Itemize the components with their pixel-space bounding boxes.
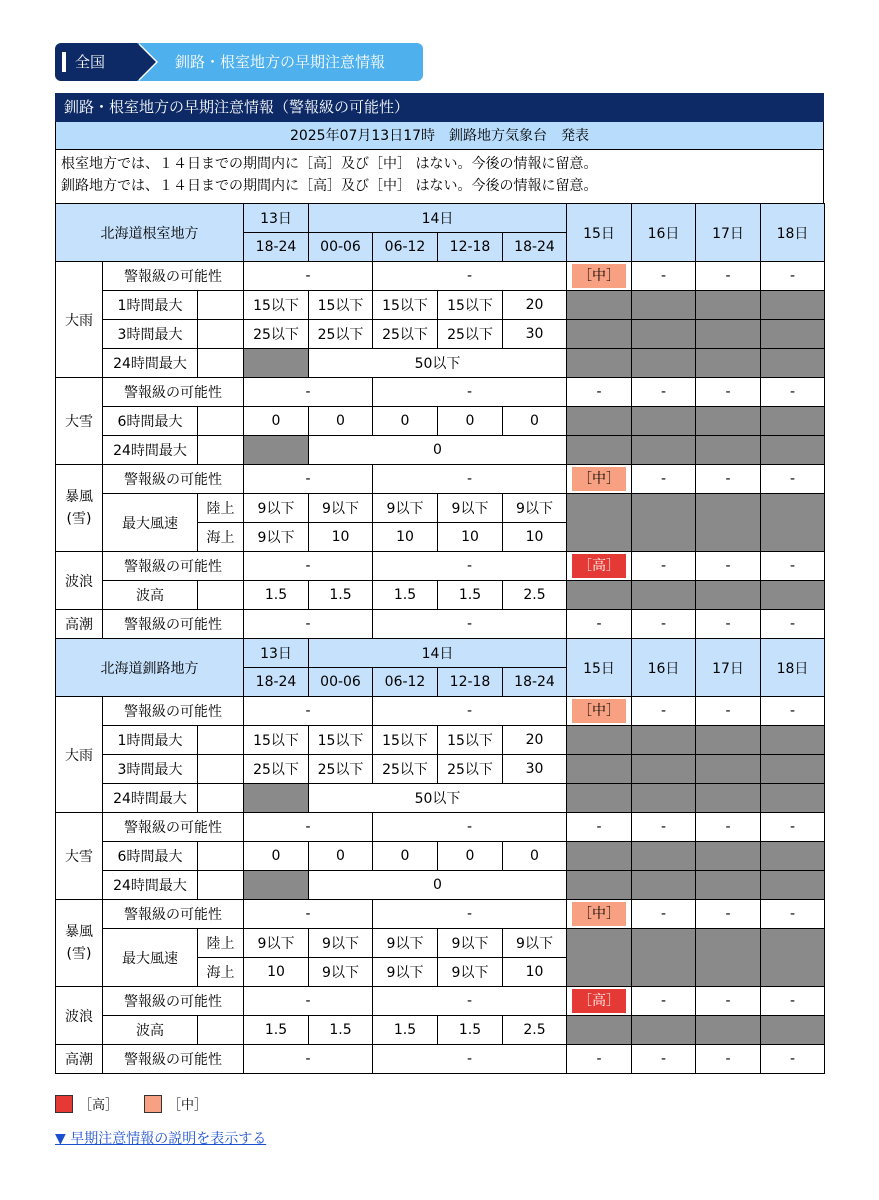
- na-cell: [567, 494, 632, 552]
- na-cell: [567, 929, 632, 987]
- value-cell: 20: [503, 726, 567, 755]
- blank-cell: [198, 349, 244, 378]
- blank-cell: [198, 436, 244, 465]
- value-cell: -: [567, 378, 632, 407]
- day-15: 15日: [567, 204, 632, 262]
- na-cell: [567, 320, 632, 349]
- na-cell: [244, 871, 309, 900]
- row-label: 警報級の可能性: [103, 552, 244, 581]
- row-label: 3時間最大: [103, 320, 198, 349]
- na-cell: [696, 842, 761, 871]
- na-cell: [761, 349, 825, 378]
- value-cell: 15以下: [309, 291, 373, 320]
- value-cell: -: [632, 262, 696, 291]
- row-label: 波高: [103, 1016, 198, 1045]
- value-cell: -: [696, 378, 761, 407]
- value-cell: 9以下: [373, 494, 438, 523]
- row-label: 警報級の可能性: [103, 987, 244, 1016]
- na-cell: [761, 871, 825, 900]
- mid-badge: ［中］: [572, 264, 626, 288]
- day-13: 13日: [244, 204, 309, 233]
- na-cell: [632, 755, 696, 784]
- value-cell: 0: [309, 407, 373, 436]
- value-cell: 25以下: [438, 320, 503, 349]
- day-18: 18日: [761, 639, 825, 697]
- value-cell: -: [244, 378, 373, 407]
- legend-high-label: ［高］: [79, 1098, 119, 1113]
- value-cell: 0: [438, 407, 503, 436]
- region-name: 北海道釧路地方: [56, 639, 244, 697]
- forecast-panel: [55, 93, 824, 1074]
- value-cell: -: [373, 987, 567, 1016]
- time-slot: 18-24: [244, 668, 309, 697]
- na-cell: [567, 871, 632, 900]
- value-cell: -: [696, 610, 761, 639]
- day-15: 15日: [567, 639, 632, 697]
- value-cell: 15以下: [373, 291, 438, 320]
- na-cell: [632, 871, 696, 900]
- na-cell: [761, 1016, 825, 1045]
- na-cell: [761, 407, 825, 436]
- time-slot: 18-24: [503, 668, 567, 697]
- value-cell: -: [244, 900, 373, 929]
- issued-info: 2025年07月13日17時 釧路地方気象台 発表: [55, 122, 824, 150]
- value-cell: 1.5: [438, 1016, 503, 1045]
- value-cell: -: [244, 987, 373, 1016]
- day-14: 14日: [309, 204, 567, 233]
- na-cell: [761, 291, 825, 320]
- legend-high-swatch: [55, 1095, 73, 1113]
- value-cell: 30: [503, 320, 567, 349]
- value-cell: -: [373, 900, 567, 929]
- na-cell: [761, 784, 825, 813]
- forecast-table: [55, 203, 825, 1074]
- value-cell: 15以下: [244, 726, 309, 755]
- value-cell: [567, 987, 632, 1016]
- value-cell: -: [696, 1045, 761, 1074]
- high-badge: ［高］: [572, 989, 626, 1013]
- row-label: 6時間最大: [103, 842, 198, 871]
- row-label: 最大風速: [103, 494, 198, 552]
- na-cell: [632, 581, 696, 610]
- na-cell: [696, 755, 761, 784]
- value-cell: 9以下: [503, 494, 567, 523]
- value-cell: 25以下: [438, 755, 503, 784]
- blank-cell: [198, 755, 244, 784]
- value-cell: -: [244, 1045, 373, 1074]
- na-cell: [632, 494, 696, 552]
- na-cell: [567, 1016, 632, 1045]
- value-cell: 10: [503, 523, 567, 552]
- value-cell: 10: [438, 523, 503, 552]
- na-cell: [632, 291, 696, 320]
- breadcrumb: [55, 43, 423, 81]
- value-cell: 1.5: [309, 581, 373, 610]
- legend-mid-label: ［中］: [168, 1098, 208, 1113]
- na-cell: [696, 494, 761, 552]
- value-cell: -: [761, 697, 825, 726]
- region-name: 北海道根室地方: [56, 204, 244, 262]
- value-cell: -: [373, 813, 567, 842]
- value-cell: -: [696, 813, 761, 842]
- value-cell: [567, 900, 632, 929]
- na-cell: [696, 784, 761, 813]
- value-cell: 9以下: [244, 929, 309, 958]
- row-label: 警報級の可能性: [103, 465, 244, 494]
- breadcrumb-current-label: 釧路・根室地方の早期注意情報: [175, 53, 386, 71]
- row-label: 24時間最大: [103, 436, 198, 465]
- row-label: 24時間最大: [103, 871, 198, 900]
- blank-cell: [198, 581, 244, 610]
- value-cell: -: [761, 378, 825, 407]
- explanation-link[interactable]: ▼ 早期注意情報の説明を表示する: [55, 1131, 267, 1147]
- na-cell: [696, 929, 761, 987]
- value-cell: -: [632, 552, 696, 581]
- value-cell: -: [567, 1045, 632, 1074]
- mid-badge: ［中］: [572, 467, 626, 491]
- value-cell: 9以下: [438, 929, 503, 958]
- row-label: 海上: [198, 958, 244, 987]
- value-cell: 15以下: [373, 726, 438, 755]
- value-cell: -: [761, 465, 825, 494]
- value-cell: -: [373, 610, 567, 639]
- value-cell: 10: [373, 523, 438, 552]
- summary: [55, 150, 824, 203]
- na-cell: [632, 407, 696, 436]
- na-cell: [696, 407, 761, 436]
- na-cell: [696, 871, 761, 900]
- day-16: 16日: [632, 204, 696, 262]
- value-cell: 0: [503, 407, 567, 436]
- mid-badge: ［中］: [572, 902, 626, 926]
- row-label: 波高: [103, 581, 198, 610]
- row-label: 6時間最大: [103, 407, 198, 436]
- value-cell: 2.5: [503, 1016, 567, 1045]
- time-slot: 00-06: [309, 668, 373, 697]
- row-label: 高潮: [56, 1045, 103, 1074]
- breadcrumb-current: [137, 43, 423, 81]
- breadcrumb-home[interactable]: [55, 43, 137, 81]
- row-label: 陸上: [198, 929, 244, 958]
- value-cell: 1.5: [309, 1016, 373, 1045]
- row-label: 高潮: [56, 610, 103, 639]
- value-cell: 10: [244, 958, 309, 987]
- value-cell: -: [244, 262, 373, 291]
- value-cell: [567, 465, 632, 494]
- na-cell: [696, 320, 761, 349]
- time-slot: 12-18: [438, 668, 503, 697]
- value-cell: -: [244, 697, 373, 726]
- legend: [55, 1094, 207, 1113]
- row-label: 1時間最大: [103, 291, 198, 320]
- row-label: 24時間最大: [103, 784, 198, 813]
- na-cell: [567, 291, 632, 320]
- row-label: 警報級の可能性: [103, 1045, 244, 1074]
- na-cell: [761, 581, 825, 610]
- value-cell: 0: [309, 436, 567, 465]
- summary-line: 釧路地方では、１４日までの期間内に［高］及び［中］ はない。今後の情報に留意。: [61, 178, 598, 194]
- na-cell: [244, 784, 309, 813]
- value-cell: -: [373, 552, 567, 581]
- na-cell: [632, 1016, 696, 1045]
- value-cell: 9以下: [438, 494, 503, 523]
- value-cell: 9以下: [309, 958, 373, 987]
- row-label: 3時間最大: [103, 755, 198, 784]
- value-cell: -: [567, 610, 632, 639]
- row-label: 警報級の可能性: [103, 610, 244, 639]
- time-slot: 06-12: [373, 668, 438, 697]
- na-cell: [567, 407, 632, 436]
- na-cell: [632, 929, 696, 987]
- row-label: 1時間最大: [103, 726, 198, 755]
- row-label: 陸上: [198, 494, 244, 523]
- value-cell: -: [632, 900, 696, 929]
- legend-mid-swatch: [144, 1095, 162, 1113]
- time-slot: 18-24: [244, 233, 309, 262]
- row-label: 警報級の可能性: [103, 813, 244, 842]
- blank-cell: [198, 842, 244, 871]
- value-cell: -: [761, 987, 825, 1016]
- value-cell: 9以下: [373, 958, 438, 987]
- value-cell: 1.5: [438, 581, 503, 610]
- value-cell: [567, 262, 632, 291]
- value-cell: 0: [309, 871, 567, 900]
- blank-cell: [198, 320, 244, 349]
- value-cell: -: [696, 262, 761, 291]
- na-cell: [632, 784, 696, 813]
- na-cell: [632, 349, 696, 378]
- value-cell: 9以下: [309, 494, 373, 523]
- value-cell: -: [632, 987, 696, 1016]
- na-cell: [632, 436, 696, 465]
- row-label: 警報級の可能性: [103, 900, 244, 929]
- value-cell: -: [632, 1045, 696, 1074]
- time-slot: 06-12: [373, 233, 438, 262]
- na-cell: [761, 842, 825, 871]
- value-cell: 0: [244, 407, 309, 436]
- row-label: 警報級の可能性: [103, 262, 244, 291]
- value-cell: 9以下: [373, 929, 438, 958]
- value-cell: -: [632, 465, 696, 494]
- time-slot: 12-18: [438, 233, 503, 262]
- value-cell: 9以下: [438, 958, 503, 987]
- na-cell: [632, 726, 696, 755]
- value-cell: -: [244, 610, 373, 639]
- value-cell: 20: [503, 291, 567, 320]
- value-cell: 15以下: [438, 291, 503, 320]
- na-cell: [567, 784, 632, 813]
- value-cell: 0: [373, 842, 438, 871]
- row-label: 警報級の可能性: [103, 697, 244, 726]
- value-cell: -: [696, 987, 761, 1016]
- value-cell: 0: [438, 842, 503, 871]
- value-cell: -: [632, 813, 696, 842]
- value-cell: 25以下: [309, 755, 373, 784]
- day-13: 13日: [244, 639, 309, 668]
- value-cell: -: [244, 552, 373, 581]
- na-cell: [632, 842, 696, 871]
- value-cell: 0: [503, 842, 567, 871]
- na-cell: [567, 726, 632, 755]
- value-cell: 50以下: [309, 784, 567, 813]
- day-17: 17日: [696, 639, 761, 697]
- value-cell: 1.5: [373, 581, 438, 610]
- day-16: 16日: [632, 639, 696, 697]
- value-cell: 25以下: [244, 320, 309, 349]
- na-cell: [567, 755, 632, 784]
- na-cell: [761, 320, 825, 349]
- row-label: 大雨: [56, 262, 103, 378]
- value-cell: 9以下: [244, 523, 309, 552]
- value-cell: 9以下: [503, 929, 567, 958]
- value-cell: -: [373, 465, 567, 494]
- blank-cell: [198, 291, 244, 320]
- value-cell: [567, 697, 632, 726]
- value-cell: -: [632, 378, 696, 407]
- row-label: 暴風 (雪): [56, 900, 103, 987]
- day-14: 14日: [309, 639, 567, 668]
- na-cell: [632, 320, 696, 349]
- row-label: 海上: [198, 523, 244, 552]
- value-cell: 9以下: [309, 929, 373, 958]
- value-cell: 10: [309, 523, 373, 552]
- na-cell: [696, 349, 761, 378]
- na-cell: [244, 349, 309, 378]
- mid-badge: ［中］: [572, 699, 626, 723]
- value-cell: 25以下: [309, 320, 373, 349]
- value-cell: -: [761, 610, 825, 639]
- row-label: 24時間最大: [103, 349, 198, 378]
- na-cell: [696, 291, 761, 320]
- value-cell: -: [761, 813, 825, 842]
- value-cell: -: [696, 552, 761, 581]
- row-label: 大雪: [56, 813, 103, 900]
- na-cell: [761, 494, 825, 552]
- day-18: 18日: [761, 204, 825, 262]
- row-label: 大雪: [56, 378, 103, 465]
- value-cell: 50以下: [309, 349, 567, 378]
- na-cell: [696, 581, 761, 610]
- time-slot: 18-24: [503, 233, 567, 262]
- value-cell: 30: [503, 755, 567, 784]
- blank-cell: [198, 784, 244, 813]
- time-slot: 00-06: [309, 233, 373, 262]
- value-cell: -: [696, 900, 761, 929]
- value-cell: 10: [503, 958, 567, 987]
- high-badge: ［高］: [572, 554, 626, 578]
- row-label: 最大風速: [103, 929, 198, 987]
- na-cell: [567, 842, 632, 871]
- row-label: 波浪: [56, 987, 103, 1045]
- na-cell: [696, 726, 761, 755]
- value-cell: -: [373, 697, 567, 726]
- blank-cell: [198, 407, 244, 436]
- value-cell: -: [761, 900, 825, 929]
- value-cell: -: [696, 465, 761, 494]
- na-cell: [696, 436, 761, 465]
- value-cell: 0: [244, 842, 309, 871]
- value-cell: 2.5: [503, 581, 567, 610]
- value-cell: 0: [373, 407, 438, 436]
- value-cell: 1.5: [244, 1016, 309, 1045]
- value-cell: -: [244, 465, 373, 494]
- na-cell: [761, 726, 825, 755]
- blank-cell: [198, 726, 244, 755]
- value-cell: 15以下: [309, 726, 373, 755]
- value-cell: 0: [309, 842, 373, 871]
- panel-title: 釧路・根室地方の早期注意情報（警報級の可能性）: [55, 93, 824, 122]
- value-cell: 1.5: [244, 581, 309, 610]
- row-label: 波浪: [56, 552, 103, 610]
- value-cell: 25以下: [244, 755, 309, 784]
- value-cell: 15以下: [438, 726, 503, 755]
- na-cell: [567, 349, 632, 378]
- value-cell: -: [696, 697, 761, 726]
- value-cell: 1.5: [373, 1016, 438, 1045]
- value-cell: -: [373, 1045, 567, 1074]
- value-cell: 15以下: [244, 291, 309, 320]
- value-cell: -: [244, 813, 373, 842]
- value-cell: -: [761, 1045, 825, 1074]
- value-cell: -: [567, 813, 632, 842]
- row-label: 暴風 (雪): [56, 465, 103, 552]
- summary-line: 根室地方では、１４日までの期間内に［高］及び［中］ はない。今後の情報に留意。: [61, 156, 598, 172]
- value-cell: [567, 552, 632, 581]
- na-cell: [567, 436, 632, 465]
- value-cell: 25以下: [373, 755, 438, 784]
- na-cell: [696, 1016, 761, 1045]
- value-cell: -: [761, 262, 825, 291]
- na-cell: [761, 436, 825, 465]
- value-cell: 9以下: [244, 494, 309, 523]
- breadcrumb-home-label: 全国: [75, 53, 106, 71]
- value-cell: 25以下: [373, 320, 438, 349]
- blank-cell: [198, 871, 244, 900]
- na-cell: [567, 581, 632, 610]
- row-label: 大雨: [56, 697, 103, 813]
- row-label: 警報級の可能性: [103, 378, 244, 407]
- value-cell: -: [373, 262, 567, 291]
- value-cell: -: [373, 378, 567, 407]
- value-cell: -: [632, 610, 696, 639]
- blank-cell: [198, 1016, 244, 1045]
- na-cell: [244, 436, 309, 465]
- value-cell: -: [761, 552, 825, 581]
- value-cell: -: [632, 697, 696, 726]
- day-17: 17日: [696, 204, 761, 262]
- na-cell: [761, 929, 825, 987]
- na-cell: [761, 755, 825, 784]
